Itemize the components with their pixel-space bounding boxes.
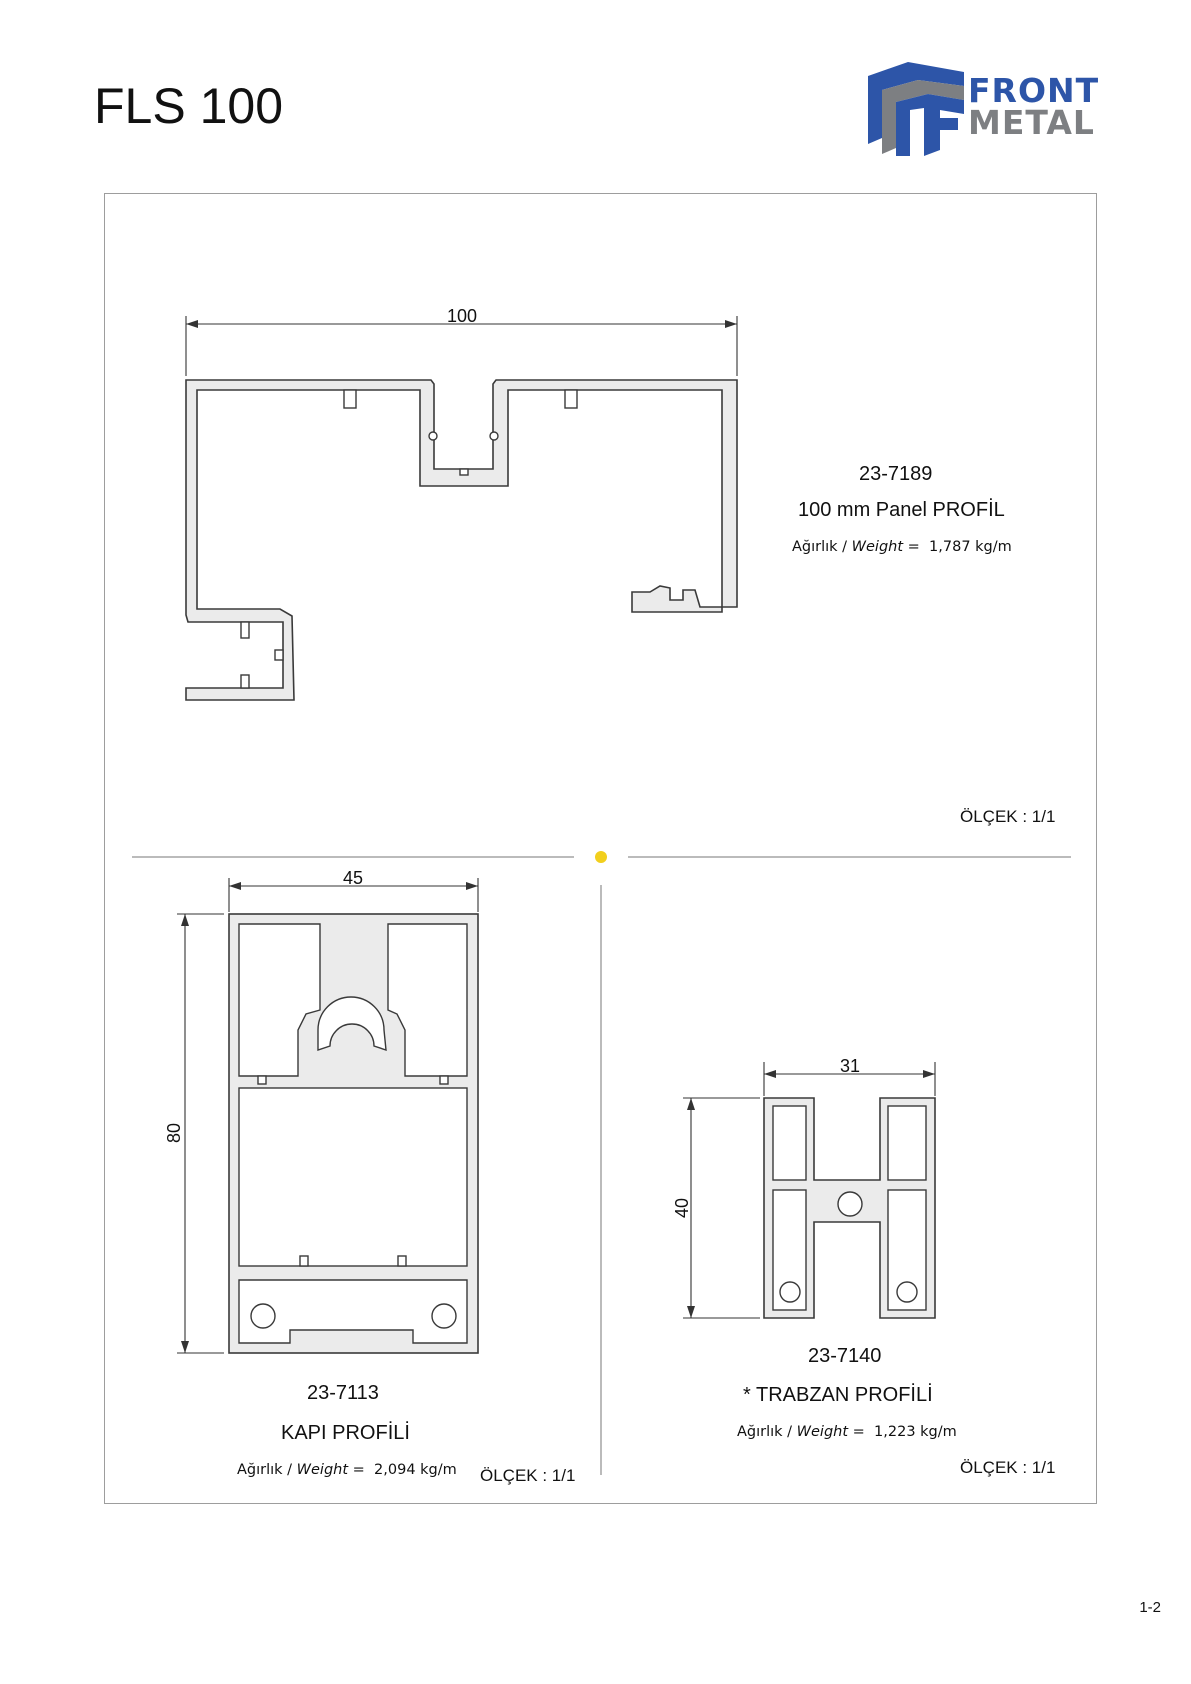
profile-code-23-7140: 23-7140 (808, 1345, 882, 1367)
profile-weight-23-7140: Ağırlık / Weight = 1,223 kg/m (737, 1424, 957, 1440)
profile-weight-23-7189: Ağırlık / Weight = 1,787 kg/m (792, 539, 1012, 555)
page-number: 1-2 (1139, 1599, 1161, 1616)
scale-23-7113: ÖLÇEK : 1/1 (480, 1466, 576, 1485)
logo-word-metal: METAL (968, 103, 1095, 142)
profile-code-23-7113: 23-7113 (307, 1382, 379, 1404)
scale-23-7140: ÖLÇEK : 1/1 (960, 1458, 1056, 1477)
profile-code-23-7189: 23-7189 (859, 463, 933, 485)
profile-drawing-23-7140 (683, 1062, 935, 1318)
center-dot-icon (595, 851, 607, 863)
profile-weight-23-7113: Ağırlık / Weight = 2,094 kg/m (237, 1462, 457, 1478)
profile-name-23-7140: * TRABZAN PROFİLİ (743, 1384, 933, 1406)
logo-word-front: FRONT (968, 71, 1100, 110)
scale-23-7189: ÖLÇEK : 1/1 (960, 807, 1056, 826)
dim-height-23-7140: 40 (672, 1197, 692, 1219)
dim-width-23-7140: 31 (839, 1056, 861, 1076)
profile-drawing-23-7189 (186, 316, 737, 700)
dim-height-23-7113: 80 (164, 1122, 184, 1144)
dim-width-23-7113: 45 (342, 868, 364, 888)
profile-name-23-7189: 100 mm Panel PROFİL (798, 499, 1005, 521)
document-title: FLS 100 (94, 78, 284, 134)
profile-name-23-7113: KAPI PROFİLİ (281, 1422, 410, 1444)
profile-drawing-23-7113 (177, 878, 478, 1353)
dim-width-23-7189: 100 (446, 306, 478, 326)
